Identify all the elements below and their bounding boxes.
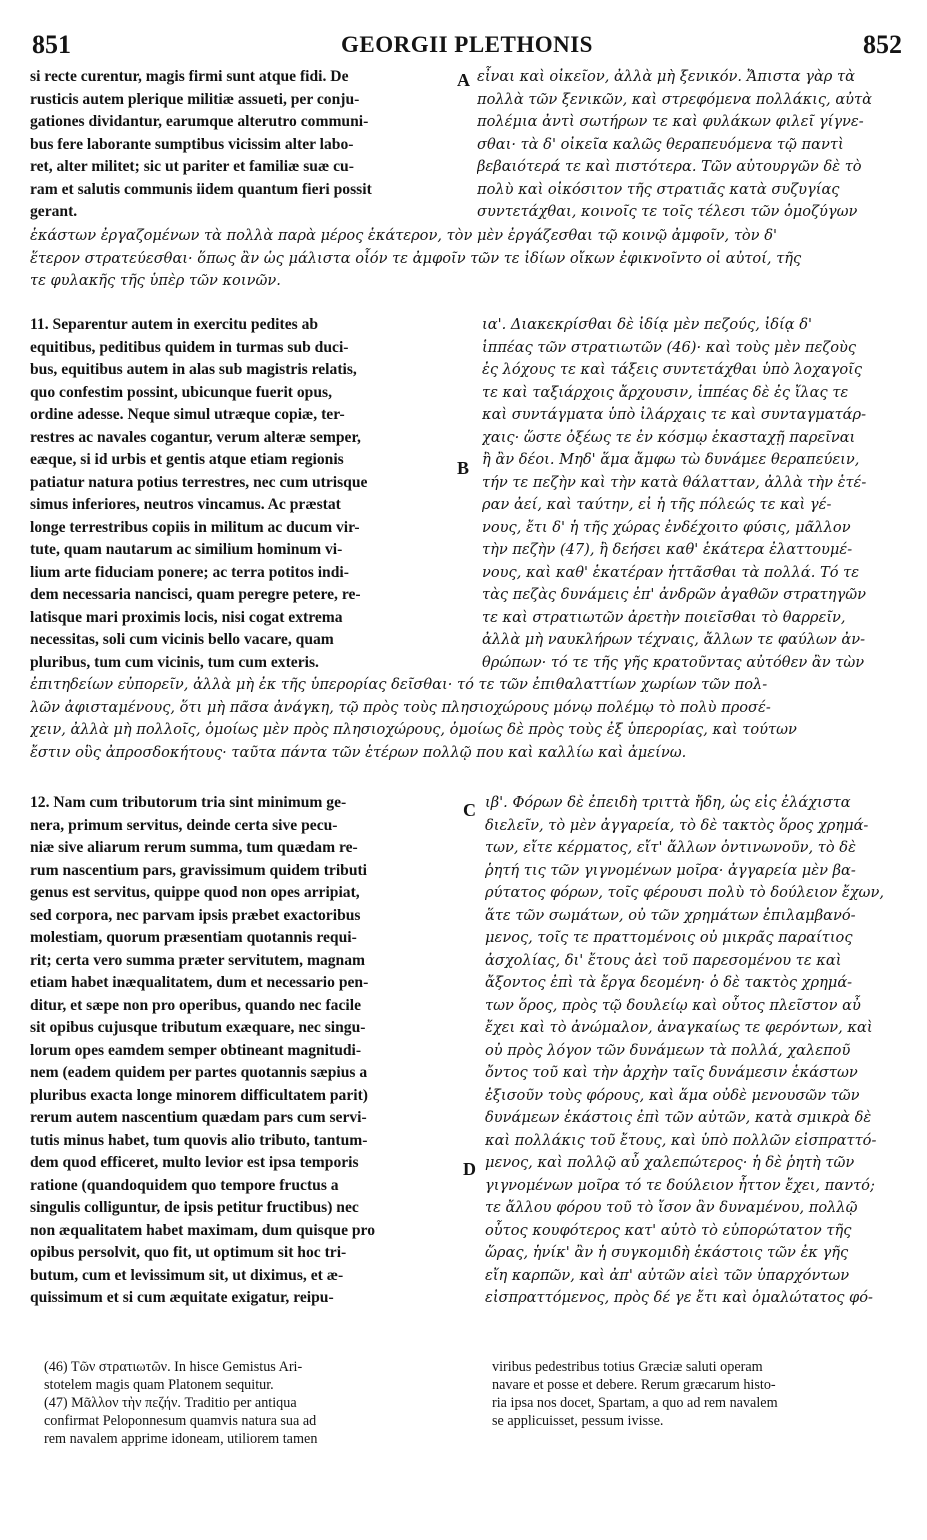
margin-marker-b: B [457, 458, 470, 478]
text-line: ἅτε τῶν σωμάτων, οὐ τῶν χρημάτων ἐπιλαμβανό- [485, 906, 856, 924]
text-line: των, εἴτε κέρματος, εἴτ' ἄλλων ὁντινωνοῦν, τὸ δὲ [485, 839, 856, 856]
text-line: ἕτερον στρατεύεσθαι· ὅπως ἂν ὡς μάλιστα οἷόν τε ἀμφοῖν τῶν τε ἰδίων οἴκων ἐφικνοῖντο οἱ αὐτοί, τῆς [30, 249, 802, 267]
footnote-line: (47) Μᾶλλον τὴν πεζήν. Traditio per antiqua [44, 1395, 297, 1411]
greek-fullwidth-block2 [30, 674, 912, 764]
page-header [32, 30, 902, 64]
text-line: molestiam, quorum præsentiam quotannis requi- [30, 929, 357, 946]
text-line: nem (eadem quidem per partes quotannis sæpius a [30, 1064, 368, 1081]
text-line: εἴη καρπῶν, καὶ ἀπ' αὐτῶν αἰεὶ τῶν ὑπαρχόντων [485, 1266, 850, 1284]
text-line: 11. Separentur autem in exercitu pedites ab [30, 316, 319, 333]
text-line: lium arte fiduciam ponere; ac terra potitos indi- [30, 563, 349, 581]
footnotes-right [492, 1358, 904, 1430]
text-line: νους, ἔτι δ' ἡ τῆς χώρας ἐνδέχοιτο φύσις, μᾶλλον [482, 518, 851, 536]
text-line: ρύτατος φόρων, τοῖς φέρουσι πολὺ τὸ δούλειον ἔχων, [485, 884, 884, 901]
text-line: νους, καὶ καθ' ἑκατέραν ἡττᾶσθαι τὰ πολλά. Τό τε [482, 563, 860, 581]
text-line: θρώπων· τό τε τῆς γῆς κρατοῦντας αὐτόθεν ἂν τὼν [482, 653, 865, 671]
text-line: ordine adesse. Neque simul utræque copiæ, ter- [30, 406, 345, 423]
text-line: bus, equitibus autem in alas sub magistris relatis, [30, 361, 357, 378]
text-line: τε καὶ στρατιωτῶν ἀρετὴν ποιεῖσθαι τὸ θαρρεῖν, [482, 608, 846, 626]
page-number-right: 852 [863, 30, 902, 59]
text-line: ια'. Διακεκρίσθαι δὲ ἰδίᾳ μὲν πεζούς, ἰδίᾳ δ' [482, 316, 812, 333]
text-line: non æqualitatem habet maximam, dum quisque pro [30, 1221, 375, 1239]
greek-column-block3 [485, 792, 906, 1310]
text-line: διελεῖν, τὸ μὲν ἀγγαρεία, τὸ δὲ τακτὸς ὅρος χρημά- [485, 816, 869, 834]
text-line: gationes dividantur, earumque alterutro communi- [30, 113, 369, 130]
footnote-line: ria ipsa nos docet, Spartam, a quo ad rem navalem [492, 1395, 778, 1411]
running-title: GEORGII PLETHONIS [341, 32, 593, 57]
margin-marker-c: C [463, 800, 476, 820]
text-line: rerum autem nascentium quædam pars cum servi- [30, 1109, 367, 1126]
text-line: ὥρας, ἡνίκ' ἂν ἡ συγκομιδὴ ἑκάστοις τῶν ἐκ γῆς [485, 1244, 849, 1261]
text-line: ἱππέας τῶν στρατιωτῶν (46)· καὶ τοὺς μὲν πεζοὺς [482, 338, 857, 356]
greek-column-block2 [482, 314, 906, 674]
footnote-line: stotelem magis quam Platonem sequitur. [44, 1377, 274, 1393]
text-line: bus fere laborante sumptibus vicissim alter labo- [30, 135, 354, 153]
text-line: μενος, καὶ πολλῷ αὖ χαλεπώτερος· ἡ δὲ ῥητὴ τῶν [485, 1154, 855, 1171]
text-line: γιγνομένων μοῖρα τό τε δούλειον ἧττον ἔχει, παντό; [485, 1176, 875, 1194]
text-line: τὰς πεζὰς δυνάμεις ἐπ' ἀνδρῶν ἀγαθῶν στρατηγῶν [482, 586, 866, 603]
footnote-line: rem navalem apprime idoneam, utiliorem tamen [44, 1431, 318, 1447]
text-line: sed corpora, nec parvam ipsis præbet exactoribus [30, 906, 361, 924]
text-line: necessitas, soli cum vicinis bello vacare, quam [30, 631, 334, 648]
text-line: ἀλλὰ μὴ ναυκλήρων τέχναις, ἄλλων τε φαύλων ἀν- [482, 631, 866, 648]
text-line: ἄξοντος ἐπὶ τὰ ἔργα δεομένη· ὁ δὲ τακτὸς χρημά- [485, 974, 853, 991]
text-line: πολὺ καὶ οἰκόσιτον τῆς στρατιᾶς κατὰ συζυγίας [477, 180, 840, 198]
text-line: εἶναι καὶ οἰκεῖον, ἀλλὰ μὴ ξενικόν. Ἄπιστα γὰρ τὰ [477, 68, 855, 85]
text-line: niæ sive aliarum rerum summa, tum quædam re- [30, 839, 358, 856]
text-line: simus inferiores, neutros vincamus. Ac præstat [30, 496, 341, 513]
text-line: πολέμια ἀντὶ σωτήρων τε καὶ φυλάκων φιλεῖ γίγνε- [477, 113, 864, 130]
text-line: rum nascentium pars, gravissimum quidem tributi [30, 861, 368, 879]
text-line: ἀσχολίας, δι' ἔτους ἀεὶ τοῦ παρεσομένου τε καὶ [485, 951, 842, 969]
greek-fullwidth-block1 [30, 225, 912, 293]
text-line: οὗτος κουφότερος κατ' αὐτὸ τὸ εὐπορώτατον τῆς [485, 1221, 852, 1239]
footnote-line: se applicuisset, pessum ivisse. [492, 1413, 664, 1429]
text-line: eæque, si id urbis et gentis atque etiam regionis [30, 451, 344, 468]
text-line: quissimum et si cum æquitate exigatur, reipu- [30, 1289, 334, 1306]
text-line: rusticis autem plerique militiæ assueti, per conju- [30, 90, 360, 108]
text-line: ιβ'. Φόρων δὲ ἐπειδὴ τριττὰ ἤδη, ὡς εἰς ἐλάχιστα [485, 794, 851, 811]
text-line: ἐξισοῦν τοὺς φόρους, καὶ ἅμα οὐδὲ μενουσῶν τῶν [485, 1086, 860, 1104]
text-line: ὄντος τοῦ καὶ τὴν ἀρχὴν ταῖς δυνάμεσιν ἑκάστων [485, 1064, 858, 1081]
text-line: χαις· ὥστε ὀξέως τε ἐν κόσμῳ ἑκασταχῇ παρεῖναι [482, 428, 856, 446]
text-line: restres ac navales cogantur, verum alteræ semper, [30, 428, 361, 446]
text-line: ditur, et sæpe non pro operibus, quando nec facile [30, 996, 361, 1014]
text-line: equitibus, peditibus quidem in turmas sub duci- [30, 338, 349, 356]
text-line: dem quod efficeret, multo levior est ipsa temporis [30, 1154, 359, 1171]
text-line: καὶ πολλάκις τοῦ ἔτους, καὶ ὑπὸ πολλῶν εἰσπραττό- [485, 1131, 877, 1149]
text-line: ραν ἀεί, καὶ ταύτην, εἰ ἡ τῆς πόλεώς τε καὶ γέ- [482, 496, 832, 513]
text-line: nera, primum servitus, deinde certa sive pecu- [30, 816, 338, 834]
text-line: patiatur natura potius terrestres, nec cum utrisque [30, 473, 368, 491]
text-line: tute, quam nautarum ac similium hominum vi- [30, 541, 343, 558]
text-line: pluribus exacta longe minorem difficultatem parit) [30, 1086, 368, 1104]
text-line: πολλὰ τῶν ξενικῶν, καὶ στρεφόμενα πολλάκις, αὐτὰ [477, 90, 872, 108]
text-line: longe terrestribus copiis in militum ac ducum vir- [30, 518, 360, 536]
text-line: δυνάμεων ἑκάστοις ἐπὶ τῶν αὐτῶν, κατὰ σμικρὰ δὲ [485, 1109, 872, 1126]
text-line: pluribus, tum cum vicinis, tum cum exteris. [30, 653, 319, 671]
text-line: χειν, ἀλλὰ μὴ πολλοῖς, ὁμοίως μὲν πρὸς πλησιοχώρους, ὁμοίως δὲ πρὸς τοὺς ἐξ ὑπερορίας, καὶ τούτων [30, 721, 797, 738]
text-line: sit opibus cujusque tributum exæquare, nec singu- [30, 1019, 366, 1036]
text-line: ἔχει καὶ τὸ ἀνώμαλον, ἀναγκαίως τε φερόντων, καὶ [485, 1019, 873, 1036]
text-line: τὴν πεζὴν (47), ἢ δεήσει καθ' ἑκάτερα ἐλαττουμέ- [482, 541, 853, 558]
text-line: συντετάχθαι, κοινοῖς τε τοῖς τέλεσι τῶν ὁμοζύγων [477, 203, 858, 220]
text-line: καὶ συντάγματα ὑπὸ ἰλάρχαις τε καὶ συνταγματάρ- [482, 406, 867, 423]
text-line: rit; certa vero summa præter servitutem, magnam [30, 951, 366, 969]
text-line: οὐ πρὸς λόγον τῶν δυνάμεων τὰ πολλά, χαλεποῦ [485, 1041, 851, 1059]
page-number-left: 851 [32, 30, 71, 59]
text-line: gerant. [30, 203, 78, 220]
text-line: εἰσπραττόμενος, πρὸς δέ γε ἔτι καὶ ὁμαλώτατος φό- [485, 1289, 873, 1306]
text-line: etiam habet inæqualitatem, dum et necessario pen- [30, 974, 369, 991]
text-line: μενος, τοῖς τε πραττομένοις οὐ μικρᾶς παραίτιος [485, 929, 853, 946]
text-line: των ὅρος, πρὸς τῷ δουλείῳ καὶ οὗτος πλεῖστον αὖ [485, 996, 861, 1014]
text-line: σθαι· τὰ δ' οἰκεῖα καλῶς θεραπευόμενα τῷ παντὶ [477, 135, 844, 153]
text-line: ἐς λόχους τε καὶ τάξεις συντετάχθαι ὑπὸ λοχαγοῖς [482, 361, 863, 378]
text-line: ret, alter militet; sic ut pariter et familiæ suæ cu- [30, 158, 354, 175]
text-line: ἐπιτηδείων εὐπορεῖν, ἀλλὰ μὴ ἐκ τῆς ὑπερορίας δεῖσθαι· τό τε τῶν ἐπιθαλαττίων χωρίων τῶν πολ- [30, 676, 768, 693]
text-line: lorum opes eamdem semper obtineant magnitudi- [30, 1041, 362, 1059]
margin-marker-d: D [463, 1159, 476, 1179]
footnote-line: (46) Τῶν στρατιωτῶν. In hisce Gemistus Ari- [44, 1359, 303, 1375]
text-line: quo confestim possint, ubicunque fuerit opus, [30, 383, 332, 401]
text-line: 12. Nam cum tributorum tria sint minimum ge- [30, 794, 347, 811]
latin-column-block1 [30, 66, 448, 224]
footnotes-left [44, 1358, 449, 1448]
margin-marker-a: A [457, 70, 470, 90]
text-line: latisque mari proximis locis, nisi cogat extrema [30, 608, 343, 626]
text-line: singulis colliguntur, de ipsis petitur fructibus) nec [30, 1199, 359, 1216]
text-line: opibus persolvit, quo fit, ut optimum sit hoc tri- [30, 1244, 347, 1261]
text-line: ἑκάστων ἐργαζομένων τὰ πολλὰ παρὰ μέρος ἑκάτερον, τὸν μὲν ἐργάζεσθαι τῷ κοινῷ ἀμφοῖν, τὸν δ' [30, 227, 777, 244]
footnote-line: viribus pedestribus totius Græciæ saluti operam [492, 1359, 763, 1375]
text-line: dem necessaria nancisci, quam peregre petere, re- [30, 586, 361, 603]
latin-column-block3 [30, 792, 455, 1310]
text-line: λῶν ἀφισταμένους, ὅτι μὴ πᾶσα ἀνάγκη, τῷ πρὸς τοὺς πλησιοχώρους μόνῳ πολέμῳ τὸ πολὺ προσέ- [30, 698, 771, 716]
text-line: butum, cum et levissimum sit, ut diximus, et æ- [30, 1266, 344, 1284]
text-line: si recte curentur, magis firmi sunt atque fidi. De [30, 68, 349, 85]
text-line: τήν τε πεζὴν καὶ τὴν κατὰ θάλατταν, ἀλλὰ τὴν ἑτέ- [482, 473, 867, 491]
footnote-line: navare et posse et debere. Rerum græcarum histo- [492, 1377, 776, 1393]
text-line: ἢ ἂν δέοι. Μηδ' ἅμα ἄμφω τὼ δυνάμεε θεραπεύειν, [482, 451, 860, 468]
text-line: βεβαιότερά τε καὶ πιστότερα. Τῶν αὐτουργῶν δὲ τὸ [477, 158, 862, 175]
text-line: genus est servitus, quippe quod non opes arripiat, [30, 884, 360, 901]
text-line: ratione (quandoquidem quo tempore fructus a [30, 1176, 339, 1194]
text-line: ἔστιν οὓς ἀπροσδοκήτους· ταῦτα πάντα τῶν ἑτέρων πολλῷ που καὶ καλλίω καὶ ἀμείνω. [30, 743, 687, 761]
footnote-line: confirmat Peloponnesum quamvis natura sua ad [44, 1413, 317, 1429]
latin-column-block2 [30, 314, 448, 674]
text-line: τε ἄλλου φόρου τοῦ τὸ ἴσον ἂν δυναμένου, πολλῷ [485, 1199, 858, 1216]
text-line: τε καὶ ταξιάρχοις ἄρχουσιν, ἱππέας δὲ ἐς ἴλας τε [482, 383, 849, 401]
text-line: tutis minus habet, tum quovis alio tributo, tantum- [30, 1131, 368, 1149]
greek-column-block1 [477, 66, 905, 224]
text-line: ῥητή τις τῶν γιγνομένων μοῖρα· ἀγγαρεία μὲν βα- [485, 861, 856, 879]
text-line: ram et salutis communis iidem quantum fieri possit [30, 180, 372, 198]
text-line: τε φυλακῆς τῆς ὑπὲρ τῶν κοινῶν. [30, 272, 281, 289]
